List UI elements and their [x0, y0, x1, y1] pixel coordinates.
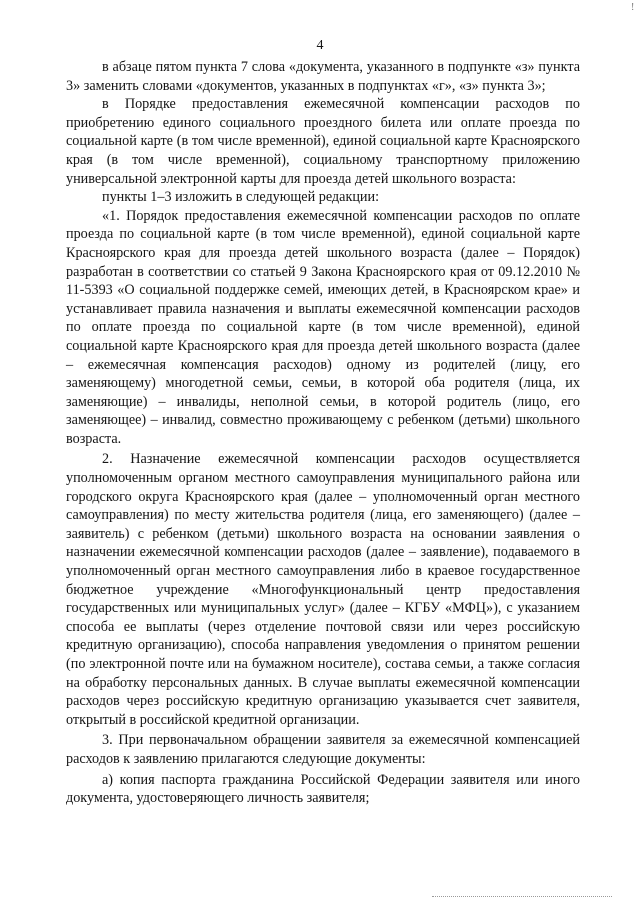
- paragraph-new-edition: пункты 1–3 изложить в следующей редакции:: [102, 189, 380, 206]
- paragraph-point-2: 2. Назначение ежемесячной компенсации расходов осуществляется уполномоченным органом местного самоуправления муниципального района или городского округа Красноярского края (далее – уполномоченный орган местного самоуправления) по месту жительства родителя (лица, его заменяющего) (далее – заявитель) с ребенком (детьми) школьного возраста на основании заявления о назначении ежемесячной компенсации расходов (далее – заявление), подаваемого в уполномоченный орган местного самоуправления либо в краевое государственное бюджетное учреждение «Многофункциональный центр предоставления государственных или муниципальных услуг» (далее – КГБУ «МФЦ»), с указанием способа ее выплаты (через отделение почтовой связи или через российскую кредитную организацию), способа направления уведомления о принятом решении (по электронной почте или на бумажном носителе), состава семьи, а также согласия на обработку персональных данных. В случае выплаты ежемесячной компенсации расходов через российскую кредитную организацию указывается счет заявителя, открытый в российской кредитной организации.: [66, 451, 580, 728]
- scan-edge-mark: !: [631, 2, 635, 13]
- paragraph-amendment-point-7: в абзаце пятом пункта 7 слова «документа, указанного в подпункте «з» пункта 3» заменить словами «документов, указанных в подпунктах «г», «з» пункта 3»;: [66, 59, 580, 94]
- paragraph-subpoint-a: а) копия паспорта гражданина Российской Федерации заявителя или иного документа, удостоверяющего личность заявителя;: [66, 771, 580, 807]
- paragraph-point-1: «1. Порядок предоставления ежемесячной компенсации расходов по оплате проезда по социальной карте (в том числе временной), единой социальной карте Красноярского края для проезда детей школьного возраста (далее – Порядок) разработан в соответствии со статьей 9 Закона Красноярского края от 09.12.2010 № 11-5393 «О социальной поддержке семей, имеющих детей, в Красноярском крае» и устанавливает правила назначения и выплаты ежемесячной компенсации расходов по оплате проезда по социальной карте (в том числе временной), единой социальной карте Красноярского края для проезда детей школьного возраста (далее – ежемесячная компенсация расходов) одному из родителей (лицу, его заменяющему) многодетной семьи, семьи, в которой оба родителя (лица, их заменяющие) – инвалиды, неполной семьи, в которой родитель (лицо, его заменяющее) – инвалид, совместно проживающему с ребенком (детьми) школьного возраста.: [66, 207, 580, 447]
- page-number: 4: [316, 38, 324, 53]
- document-body: [66, 58, 580, 808]
- paragraph-order-title: в Порядке предоставления ежемесячной компенсации расходов по приобретению единого социального проездного билета или оплате проезда по социальной карте (в том числе временной), единой социальной карте Красноярского края (в том числе временной), социальному транспортному приложению универсальной электронной карты для проезда детей школьного возраста:: [66, 96, 580, 187]
- paragraph-point-3: 3. При первоначальном обращении заявителя за ежемесячной компенсацией расходов к заявлению прилагаются следующие документы:: [66, 732, 580, 767]
- scan-artifact-line: [432, 896, 612, 897]
